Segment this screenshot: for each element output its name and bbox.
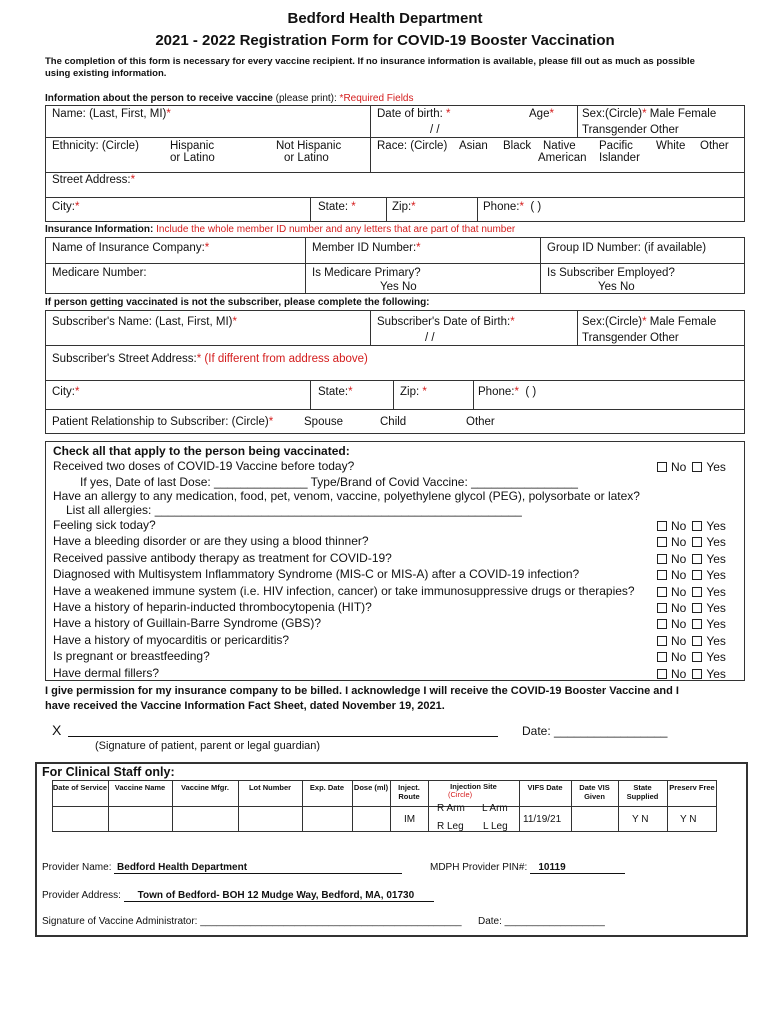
race-option-asian[interactable]: Asian (459, 140, 488, 152)
relationship-option-other[interactable]: Other (466, 416, 495, 428)
no-checkbox[interactable] (657, 669, 667, 679)
signature-line[interactable] (68, 736, 498, 737)
yes-checkbox[interactable] (692, 587, 702, 597)
clinical-column-divider (618, 780, 619, 832)
no-label: No (671, 552, 687, 566)
checklist-answer[interactable] (657, 617, 726, 631)
name-field[interactable]: Name: (Last, First, MI)* (52, 108, 171, 120)
clinical-column-header: Vaccine Name (114, 783, 166, 792)
ethnicity-option-not-hispanic[interactable]: Not Hispanic or Latino (276, 140, 342, 164)
site-r-leg[interactable]: R Leg (437, 821, 464, 832)
ethnicity-option-hispanic[interactable]: Hispanic or Latino (170, 140, 215, 164)
clinical-column-divider (238, 780, 239, 832)
checklist-answer[interactable] (657, 667, 726, 681)
no-checkbox[interactable] (657, 603, 667, 613)
subscriber-city-field[interactable]: City:* (52, 386, 80, 398)
checklist-question: Is pregnant or breastfeeding? (53, 649, 210, 663)
clinical-column-header: Preserv Free (669, 783, 715, 792)
no-label: No (671, 617, 687, 631)
signature-x: X (52, 722, 62, 738)
race-option-black[interactable]: Black (503, 140, 532, 152)
zip-field[interactable]: Zip:* (392, 201, 416, 213)
no-label: No (671, 634, 687, 648)
person-section-heading: Information about the person to receive vaccine (please print): *Required Fields (45, 93, 414, 104)
clinical-column-header: Inject. Route (398, 783, 420, 801)
yes-label: Yes (706, 585, 726, 599)
clinical-column-header: Vaccine Mfgr. (181, 783, 229, 792)
street-address-field[interactable]: Street Address:* (52, 174, 136, 186)
no-checkbox[interactable] (657, 537, 667, 547)
medicare-primary-label: Is Medicare Primary? (312, 267, 421, 279)
relationship-option-spouse[interactable]: Spouse (304, 416, 344, 428)
medicare-number-field[interactable]: Medicare Number: (52, 267, 147, 279)
yes-checkbox[interactable] (692, 537, 702, 547)
checklist-answer[interactable] (657, 650, 726, 664)
race-option-other[interactable]: Other (700, 140, 729, 152)
clinical-column-divider (352, 780, 353, 832)
subscriber-dob-field[interactable]: Subscriber's Date of Birth:* (377, 316, 515, 328)
provider-address-row: Provider Address: Town of Bedford- BOH 12 Mudge Way, Bedford, MA, 01730 (42, 890, 434, 902)
preserv-free-options[interactable]: Y N (680, 814, 697, 825)
group-id-field[interactable]: Group ID Number: (if available) (547, 242, 707, 254)
no-checkbox[interactable] (657, 636, 667, 646)
yes-checkbox[interactable] (692, 554, 702, 564)
relationship-label: Patient Relationship to Subscriber: (Circle)* (52, 416, 274, 428)
yes-label: Yes (706, 617, 726, 631)
form-subtitle: 2021 - 2022 Registration Form for COVID-19 Booster Vaccination (155, 32, 615, 49)
clinical-column-header: Date of Service (52, 783, 108, 792)
checklist-answer[interactable] (657, 634, 726, 648)
clinical-column-divider (667, 780, 668, 832)
relationship-option-child[interactable]: Child (380, 416, 407, 428)
provider-name-row: Provider Name: Bedford Health Department (42, 862, 402, 874)
answer-received-two-doses[interactable]: No Yes (657, 460, 726, 474)
race-option-white[interactable]: White (656, 140, 686, 152)
race-option-pacific-islander[interactable]: Pacific Islander (599, 140, 640, 164)
yes-label: Yes (706, 601, 726, 615)
clinical-staff-heading: For Clinical Staff only: (42, 765, 175, 779)
subscriber-state-field[interactable]: State:* (318, 386, 353, 398)
state-field[interactable]: State: * (318, 201, 356, 213)
checklist-question: Have a weakened immune system (i.e. HIV infection, cancer) or take immunosuppressive drugs or therapies? (53, 584, 635, 598)
admin-date-field[interactable]: Date: __________________ (478, 916, 605, 927)
yes-label: Yes (706, 535, 726, 549)
clinical-column-header: State Supplied (626, 783, 659, 801)
yes-label: Yes (706, 568, 726, 582)
no-label: No (671, 601, 687, 615)
form-title: Bedford Health Department (287, 10, 483, 27)
race-option-native-american[interactable]: Native American (538, 140, 587, 164)
yes-label: Yes (706, 552, 726, 566)
yes-label: Yes (706, 650, 726, 664)
clinical-column-header: Exp. Date (309, 783, 345, 792)
site-l-arm[interactable]: L Arm (482, 803, 508, 814)
clinical-column-divider (428, 780, 429, 832)
question-received-two-doses: Received two doses of COVID-19 Vaccine before today? (53, 459, 355, 473)
subscriber-dob-slashes: / / (425, 332, 435, 344)
no-checkbox[interactable] (657, 521, 667, 531)
no-label: No (671, 568, 687, 582)
member-id-field[interactable]: Member ID Number:* (312, 242, 421, 254)
yes-label: Yes (706, 634, 726, 648)
no-label: No (671, 535, 687, 549)
insurance-heading: Insurance Information: Include the whole member ID number and any letters that are part of that number (45, 224, 516, 235)
yes-label: Yes (706, 667, 726, 681)
clinical-column-divider (108, 780, 109, 832)
site-l-leg[interactable]: L Leg (483, 821, 508, 832)
sex-field[interactable]: Sex:(Circle)* Male Female (582, 108, 717, 120)
site-r-arm[interactable]: R Arm (437, 803, 465, 814)
question-last-dose[interactable]: If yes, Date of last Dose: ______________ Type/Brand of Covid Vaccine: ________________ (80, 475, 578, 489)
yes-checkbox[interactable] (692, 636, 702, 646)
subscriber-phone-field[interactable]: Phone:* ( ) (478, 386, 537, 398)
yes-checkbox[interactable] (692, 570, 702, 580)
consent-text: I give permission for my insurance company to be billed. I acknowledge I will receive the COVID-19 Booster Vaccine and I have received the Vaccine Information Fact Sheet, dated November 19, 2021. (45, 685, 679, 712)
yes-checkbox[interactable] (692, 603, 702, 613)
no-label: No (671, 650, 687, 664)
subscriber-name-field[interactable]: Subscriber's Name: (Last, First, MI)* (52, 316, 237, 328)
yes-label: Yes (706, 519, 726, 533)
checklist-answer[interactable] (657, 519, 726, 533)
question-allergy-list[interactable]: List all allergies: _______________________________________________________ (66, 503, 522, 517)
no-checkbox[interactable] (657, 652, 667, 662)
checklist-answer[interactable] (657, 552, 726, 566)
checklist-question: Have a history of Guillain-Barre Syndrome (GBS)? (53, 616, 322, 630)
dob-field[interactable]: Date of birth: * (377, 108, 451, 120)
checklist-question: Feeling sick today? (53, 518, 156, 532)
medicare-primary-options[interactable]: Yes No (380, 281, 417, 293)
checklist-answer[interactable] (657, 535, 726, 549)
no-checkbox[interactable] (657, 619, 667, 629)
no-label: No (671, 519, 687, 533)
ethnicity-label: Ethnicity: (Circle) (52, 140, 139, 152)
no-label: No (671, 585, 687, 599)
clinical-column-divider (302, 780, 303, 832)
race-label: Race: (Circle) (377, 140, 448, 152)
yes-checkbox[interactable] (692, 652, 702, 662)
yes-checkbox[interactable] (692, 521, 702, 531)
checklist-question: Have a bleeding disorder or are they using a blood thinner? (53, 534, 369, 548)
no-checkbox[interactable] (657, 570, 667, 580)
checklist-heading: Check all that apply to the person being vaccinated: (53, 444, 350, 458)
insurance-company-field[interactable]: Name of Insurance Company:* (52, 242, 210, 254)
checklist-answer[interactable] (657, 568, 726, 582)
signature-caption: (Signature of patient, parent or legal guardian) (95, 740, 321, 752)
phone-field[interactable]: Phone:* ( ) (483, 201, 542, 213)
yes-checkbox[interactable] (692, 669, 702, 679)
checklist-question: Have dermal fillers? (53, 666, 160, 680)
subscriber-street-field[interactable]: Subscriber's Street Address:* (If different from address above) (52, 353, 368, 365)
clinical-column-header: Injection Site (450, 782, 497, 791)
intro-text: The completion of this form is necessary for every vaccine recipient. If no insurance information is available, please fill out as much as possible using existing information. (45, 56, 695, 79)
provider-address-value[interactable]: Town of Bedford- BOH 12 Mudge Way, Bedford, MA, 01730 (124, 890, 434, 902)
vifs-date-value: 11/19/21 (523, 814, 562, 825)
provider-name-value[interactable]: Bedford Health Department (114, 862, 402, 874)
checklist-question: Have a history of myocarditis or pericarditis? (53, 633, 290, 647)
yes-checkbox[interactable] (692, 619, 702, 629)
site-circle-note: (Circle) (448, 790, 473, 799)
age-field[interactable]: Age* (529, 108, 554, 120)
dob-slashes: / / (430, 124, 440, 136)
clinical-column-divider (390, 780, 391, 832)
subscriber-heading: If person getting vaccinated is not the subscriber, please complete the following: (45, 297, 430, 308)
clinical-column-divider (519, 780, 520, 832)
checklist-question: Diagnosed with Multisystem Inflammatory Syndrome (MIS-C or MIS-A) after a COVID-19 infection? (53, 567, 580, 581)
subscriber-employed-label: Is Subscriber Employed? (547, 267, 675, 279)
question-allergy: Have an allergy to any medication, food, pet, venom, vaccine, polyethylene glycol (PEG), polysorbate or latex? (53, 489, 640, 503)
clinical-column-divider (571, 780, 572, 832)
sex-options[interactable]: Transgender Other (582, 124, 679, 136)
city-field[interactable]: City:* (52, 201, 80, 213)
no-label: No (671, 667, 687, 681)
subscriber-sex-field[interactable]: Sex:(Circle)* Male Female (582, 316, 717, 328)
admin-signature-field[interactable]: Signature of Vaccine Administrator: _______________________________________________ (42, 916, 462, 927)
checklist-answer[interactable] (657, 585, 726, 599)
provider-pin-row: MDPH Provider PIN#: 10119 (430, 862, 625, 874)
route-value: IM (404, 814, 416, 825)
subscriber-employed-options[interactable]: Yes No (598, 281, 635, 293)
consent-date-field[interactable]: Date: _________________ (522, 724, 668, 738)
clinical-column-divider (172, 780, 173, 832)
clinical-column-header: Date VIS Given (579, 783, 610, 801)
checklist-question: Have a history of heparin-inducted thrombocytopenia (HIT)? (53, 600, 372, 614)
checklist-answer[interactable] (657, 601, 726, 615)
provider-pin-value[interactable]: 10119 (530, 862, 625, 874)
clinical-column-header: Dose (ml) (353, 783, 389, 792)
subscriber-sex-options[interactable]: Transgender Other (582, 332, 679, 344)
state-supplied-options[interactable]: Y N (632, 814, 649, 825)
clinical-column-header: Lot Number (248, 783, 292, 792)
no-checkbox[interactable] (657, 554, 667, 564)
subscriber-zip-field[interactable]: Zip: * (400, 386, 427, 398)
clinical-column-header: VIFS Date (527, 783, 563, 792)
no-checkbox[interactable] (657, 587, 667, 597)
checklist-question: Received passive antibody therapy as treatment for COVID-19? (53, 551, 392, 565)
